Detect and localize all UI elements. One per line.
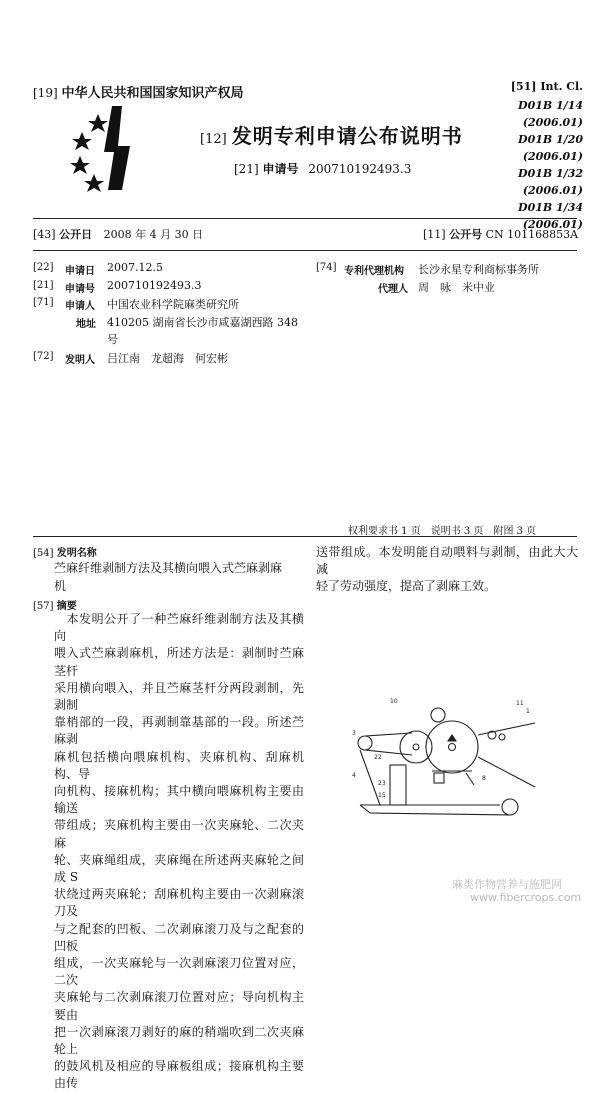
- fig-label: 22: [374, 754, 382, 761]
- abstract-figure: [350, 695, 540, 820]
- abstract-line: 麻机包括横向喂麻机构、夹麻机构、刮麻机构、导: [54, 749, 304, 781]
- abstract-label: 摘要: [56, 601, 77, 612]
- fig-label: 4: [352, 772, 356, 779]
- pub-date-label: 公开日: [59, 228, 93, 241]
- invention-title-1: 苎麻纤维剥制方法及其横向喂入式苎麻剥麻: [54, 561, 283, 575]
- filing-label: 申请日: [65, 266, 95, 277]
- pub-number-label: 公开号: [449, 228, 483, 241]
- abstract-line: 喂入式苎麻剥麻机，所述方法是：剥制时苎麻茎杆: [54, 646, 304, 678]
- pub-number-code: [11]: [423, 228, 446, 241]
- app2-value: 200710192493.3: [107, 279, 202, 292]
- divider: [33, 536, 577, 537]
- agency-value: 长沙永星专利商标事务所: [418, 263, 539, 276]
- watermark-line-2: www.fibercrops.com: [470, 891, 582, 904]
- abstract-line: 轮、夹麻绳组成，夹麻绳在所述两夹麻轮之间成 S: [54, 852, 304, 885]
- fig-label: 3: [352, 730, 356, 737]
- doc-title-line: [200, 120, 463, 149]
- abstract-body: [54, 611, 304, 1093]
- abstract-line: 组成，一次夹麻轮与一次剥麻滚刀位置对应，二次: [54, 956, 304, 988]
- fig-label: 11: [516, 700, 524, 707]
- app-number: 200710192493.3: [308, 162, 412, 176]
- fig-label: 15: [378, 792, 386, 799]
- pub-number-value: CN 101168853A: [485, 228, 579, 241]
- divider: [33, 250, 577, 251]
- logo-emblem-icon: [60, 102, 150, 194]
- applicant-code: [71]: [33, 297, 54, 308]
- abstract-line: 把一次剥麻滚刀剥好的麻的稍端吹到二次夹麻轮上: [54, 1024, 304, 1057]
- abstract-line: 的鼓风机及相应的导麻板组成；接麻机构主要由传: [54, 1059, 304, 1091]
- office-line: [33, 82, 243, 101]
- app-code: [21]: [234, 162, 259, 176]
- filing-code: [22]: [33, 262, 54, 273]
- pub-date-value: 2008 年 4 月 30 日: [103, 228, 204, 241]
- fig-label: 8: [482, 775, 486, 782]
- classification-code: [51]: [510, 80, 537, 93]
- address-value-2: 号: [107, 333, 118, 346]
- fig-label: 23: [378, 780, 386, 787]
- watermark-line-1: 麻类作物营养与施肥网: [452, 878, 562, 891]
- divider: [33, 218, 577, 219]
- agency-code: [74]: [316, 262, 337, 273]
- inventor-label: 发明人: [65, 355, 95, 366]
- classification-label: Int. Cl.: [540, 80, 583, 93]
- pub-number-line: [423, 226, 578, 242]
- applicant-value: 中国农业科学院麻类研究所: [107, 298, 239, 311]
- abstract-line: 状绕过两夹麻轮；刮麻机构主要由一次剥麻滚刀及: [54, 887, 304, 919]
- fig-label: 1: [526, 708, 530, 715]
- pub-date-line: [33, 226, 203, 242]
- fig-label: 10: [390, 698, 398, 705]
- abstract-line: 本发明公开了一种苎麻纤维剥制方法及其横向: [54, 612, 304, 644]
- abstract-line: 轻了劳动强度，提高了剥麻工效。: [316, 579, 497, 594]
- doc-title: 发明专利申请公布说明书: [231, 124, 463, 148]
- cnipa-logo: [60, 102, 150, 194]
- ipc-item: D01B 1/20 (2006.01): [518, 133, 583, 163]
- office-name: 中华人民共和国国家知识产权局: [61, 86, 244, 101]
- pub-date-code: [43]: [33, 228, 56, 241]
- abstract-line: 带组成；夹麻机构主要由一次夹麻轮、二次夹麻: [54, 818, 304, 850]
- invention-title-2: 机: [54, 579, 67, 593]
- app2-label: 申请号: [65, 284, 95, 295]
- ipc-item: D01B 1/32 (2006.01): [518, 167, 583, 197]
- filing-value: 2007.12.5: [107, 261, 163, 274]
- agent-value: 周 咏 米中业: [418, 281, 495, 294]
- ipc-item: D01B 1/34 (2006.01): [518, 201, 583, 231]
- agency-label: 专利代理机构: [344, 266, 404, 277]
- abstract-line: 靠梢部的一段，再剥制靠基部的一段。所述苎麻剥: [54, 715, 304, 747]
- title-label: 发明名称: [56, 548, 97, 559]
- abstract-line: 向机构、接麻机构；其中横向喂麻机构主要由输送: [54, 784, 304, 816]
- abstract-heading: [33, 597, 77, 612]
- doc-code: [12]: [200, 132, 227, 147]
- machine-drawing-icon: [350, 695, 540, 820]
- pages-info: 权利要求书 1 页 说明书 3 页 附图 3 页: [348, 526, 537, 537]
- address-value-1: 410205 湖南省长沙市咸嘉湖西路 348: [107, 316, 298, 329]
- inventor-code: [72]: [33, 351, 54, 362]
- address-label: 地址: [76, 319, 96, 330]
- applicant-label: 申请人: [65, 301, 95, 312]
- abstract-continuation: [316, 544, 578, 596]
- abstract-line: 采用横向喂入，并且苎麻茎杆分两段剥制，先剥制: [54, 680, 304, 713]
- app-label: 申请号: [262, 162, 299, 176]
- classification-header: [463, 80, 583, 93]
- abstract-line: 与之配套的凹板、二次剥麻滚刀及与之配套的凹板: [54, 921, 304, 953]
- app2-code: [21]: [33, 280, 54, 291]
- title-heading: [33, 544, 97, 559]
- abstract-line: 夹麻轮与二次剥麻滚刀位置对应；导向机构主要由: [54, 990, 304, 1022]
- abstract-line: 送带组成。本发明能自动喂料与剥制，由此大大减: [316, 545, 578, 577]
- title-code: [54]: [33, 548, 54, 559]
- office-code: [19]: [33, 86, 58, 100]
- classification-block: [463, 80, 583, 233]
- inventor-value: 吕江南 龙超海 何宏彬: [107, 352, 228, 365]
- ipc-item: D01B 1/14 (2006.01): [518, 99, 583, 129]
- app-number-line: [234, 160, 411, 177]
- abstract-code: [57]: [33, 601, 54, 612]
- agent-label: 代理人: [378, 284, 408, 295]
